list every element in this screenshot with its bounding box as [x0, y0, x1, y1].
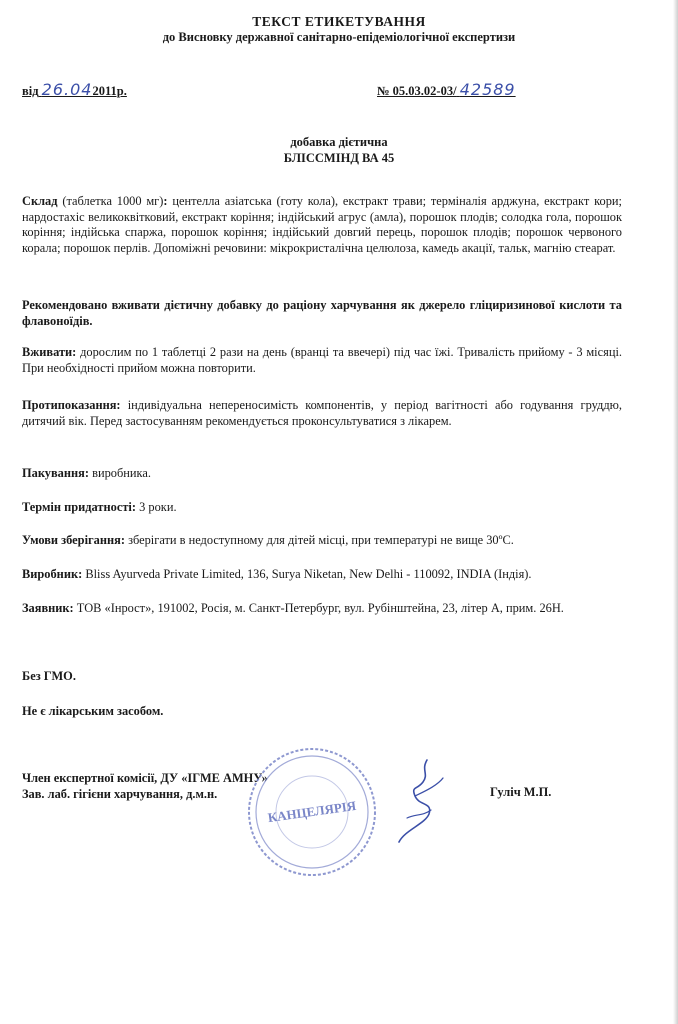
contraindications-text: індивідуальна непереносимість компонентів, у період вагітності або годування груддю, дитячий вік. Перед застосуванням рекомендується проконсультуватися з лікарем. — [22, 398, 622, 428]
handwritten-signature-icon — [393, 756, 449, 846]
signer-name: Гуліч М.П. — [490, 785, 552, 799]
document-subtitle: до Висновку державної санітарно-епідеміологічної експертизи — [162, 30, 516, 44]
composition-section — [22, 194, 622, 256]
product-name: БЛІССМІНД ВА 45 — [283, 151, 395, 165]
usage-label: Вживати: — [22, 345, 77, 359]
manufacturer-section — [22, 567, 622, 583]
composition-label: Склад — [22, 194, 58, 208]
document-number — [377, 80, 516, 99]
applicant-text: ТОВ «Інрост», 191002, Росія, м. Санкт-Петербург, вул. Рубінштейна, 23, літер А, прим. 26Н. — [76, 601, 564, 615]
composition-text: центелла азіатська (готу кола), екстракт трави; терміналія арджуна, екстракт кори; нардостахіс великоквітковий, екстракт коріння; індійський агрус (амла), порошок плодів; солодка гола, порошок коріння; індійська спаржа, порошок коріння; індійський довгий перець, порошок плодів; порошок червоного корала; порошок перлів. Допоміжні речовини: мікрокристалічна целюлоза, камедь акації, тальк, магнію стеарат. — [22, 194, 622, 255]
applicant-label: Заявник: — [22, 601, 74, 615]
manufacturer-label: Виробник: — [22, 567, 83, 581]
usage-section — [22, 345, 622, 376]
shelf-life-section — [22, 500, 622, 516]
number-prefix: № 05.03.02-03/ — [377, 84, 457, 98]
storage-label: Умови зберігання: — [22, 533, 125, 547]
contraindications-label: Протипоказання: — [22, 398, 121, 412]
packaging-label: Пакування: — [22, 466, 89, 480]
applicant-section — [22, 601, 622, 617]
reference-row — [22, 80, 562, 100]
no-gmo-text: Без ГМО. — [22, 669, 76, 683]
shelf-life-label: Термін придатності: — [22, 500, 137, 514]
stamp-text: КАНЦЕЛЯРІЯ — [266, 797, 358, 826]
contraindications-section — [22, 398, 622, 429]
packaging-section — [22, 466, 622, 482]
storage-text: зберігати в недоступному для дітей місці, при температурі не вище 30ºС. — [128, 533, 514, 547]
handwritten-date: 26.04 — [41, 80, 93, 99]
product-type: добавка дієтична — [290, 135, 388, 149]
issue-date — [22, 80, 127, 99]
date-prefix: від — [22, 84, 39, 98]
manufacturer-text: Bliss Ayurveda Private Limited, 136, Surya Niketan, New Delhi - 110092, INDIA (Індія). — [85, 567, 532, 581]
not-medicine-text: Не є лікарським засобом. — [22, 704, 164, 718]
document-title: ТЕКСТ ЕТИКЕТУВАННЯ — [252, 14, 426, 29]
recommendation-text: Рекомендовано вживати дієтичну добавку до раціону харчування як джерело гліциризинової кислоти та флавоноїдів. — [22, 298, 622, 328]
signoff-line-2: Зав. лаб. гігієни харчування, д.м.н. — [22, 787, 218, 801]
handwritten-number: 42589 — [459, 80, 516, 99]
storage-section — [22, 533, 622, 549]
signoff-line-1: Член експертної комісії, ДУ «ІГМЕ АМНУ» — [22, 771, 268, 785]
composition-note: (таблетка 1000 мг) — [62, 194, 164, 208]
usage-text: дорослим по 1 таблетці 2 рази на день (вранці та ввечері) під час їжі. Тривалість прийому - 3 місяці. При необхідності прийом можна повторити. — [22, 345, 622, 375]
composition-colon: : — [163, 194, 168, 208]
date-suffix: 2011р. — [92, 84, 127, 98]
shelf-life-text: 3 роки. — [139, 500, 177, 514]
stamp-seal-icon — [246, 746, 378, 878]
packaging-text: виробника. — [92, 466, 151, 480]
